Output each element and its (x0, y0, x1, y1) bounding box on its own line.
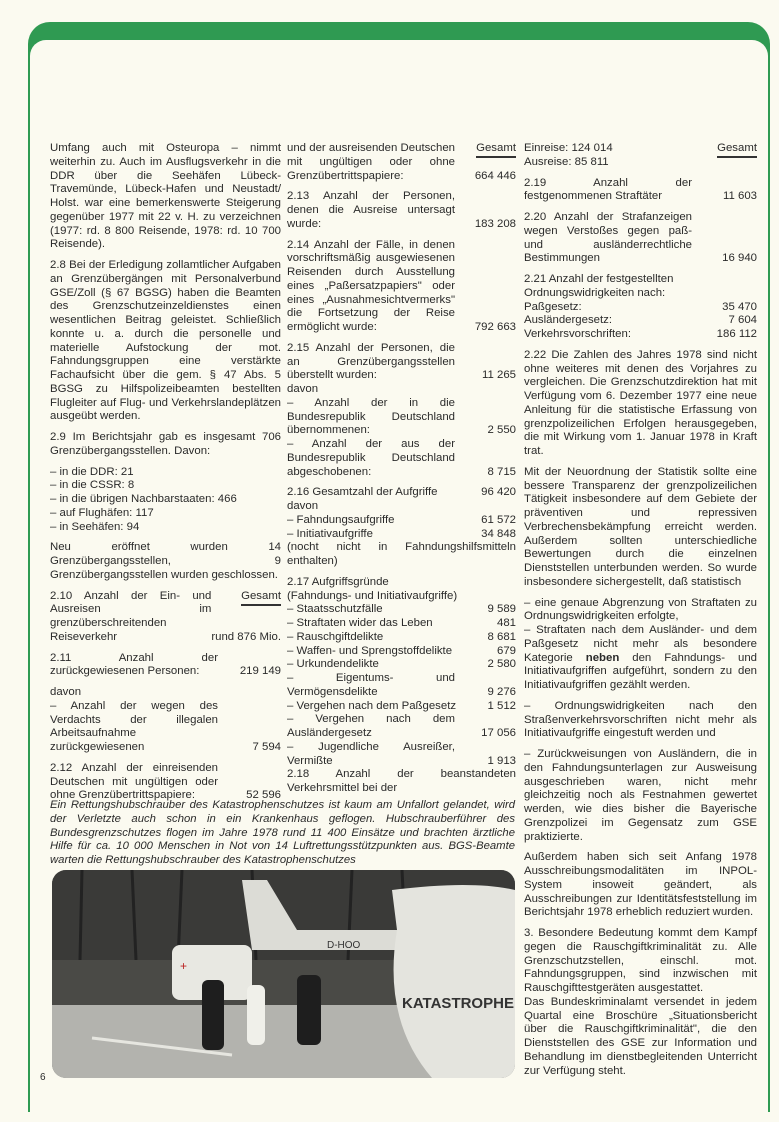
red-cross-icon: + (180, 959, 188, 973)
statistic-label: – Waffen- und Sprengstoffdelikte (287, 644, 453, 657)
helicopter-lettering: KATASTROPHE (402, 995, 514, 1012)
statistic-value: rund 876 Mio. (211, 630, 281, 643)
paragraph: Außerdem haben sich seit Anfang 1978 Ausschreibungsmodalitäten im INPOL-System insoweit geändert, als Ausschreibungen zur Identitätsfeststellung im Berichtsjahr 1978 erheblich reduziert wurden. (524, 851, 757, 919)
paragraph: 2.18 Anzahl der beanstandeten Verkehrsmittel bei der (287, 768, 516, 794)
statistic-row (287, 631, 516, 645)
statistic-label: 2.14 Anzahl der Fälle, in denen vorschriftsmäßig ausgewiesenen Reisenden durch Ausstellung eines „Paßersatzpapiers" oder eines „Ausnahmesichtvermerks" die Fortsetzung der Reise ermöglicht wurde: (287, 238, 455, 333)
paragraph: Umfang auch mit Osteuropa – nimmt weiterhin zu. Auch im Ausflugsverkehr in die DDR über die Seehäfen Lübeck-Travemünde, Lübeck-Hafen und Neustadt/ Holst. war eine bemerkenswerte Steigerung gegenüber 1977 mit 22 v. H. zu verzeichnen (1977: rd. 8 800 Reisende, 1978: rd. 10 700 Reisende). (50, 142, 281, 251)
photo-caption: Ein Rettungshubschrauber des Katastrophenschutzes ist kaum am Unfallort gelandet, wird der Verletzte auch schon in ein Krankenhaus geflogen. Hubschrauberführer des Bundesgrenzschutzes flogen im Jahre 1978 rund 11 400 Einsätze und brachten ärztliche Hilfe für ca. 10 000 Menschen in Not von 14 Luftrettungsstützpunkten aus. BGS-Beamte warten die Rettungshubschrauber des Katastrophenschutzes (50, 799, 515, 867)
statistic-value: 183 208 (474, 217, 516, 230)
statistic-value: 61 572 (481, 513, 516, 526)
statistic-label: 2.12 Anzahl der einreisenden Deutschen mit ungültigen oder ohne Grenzübertrittspapiere: (50, 761, 218, 802)
statistic-value: 34 848 (481, 527, 516, 540)
statistic-value: 7 604 (728, 314, 757, 327)
statistic-label: Verkehrsvorschriften: (524, 328, 631, 340)
page-number: 6 (40, 1072, 46, 1083)
statistic-value: 35 470 (722, 300, 757, 313)
text-line: – in die CSSR: 8 (50, 479, 135, 492)
photo-rescue-helicopter (52, 870, 515, 1078)
paragraph: 3. Besondere Bedeutung kommt dem Kampf gegen die Rauschgiftkriminalität zu. Alle Grenzschutzstellen, einschl. mot. Fahndungsgruppen, sind inzwischen mit Rauschgifttestgeräten ausgestattet. (524, 927, 757, 994)
statistic-label: – Rauschgiftdelikte (287, 630, 384, 643)
statistic-row (287, 486, 516, 500)
statistic-value: 11 265 (482, 369, 516, 382)
statistic-label: – Anzahl der in die Bundesrepublik Deutschland übernommenen: (287, 396, 455, 437)
text-line: – in die übrigen Nachbarstaaten: 466 (50, 493, 237, 505)
statistic-row (287, 645, 516, 659)
frame-left-rule (28, 52, 30, 1112)
statistic-row (524, 328, 757, 342)
paragraph: Mit der Neuordnung der Statistik sollte eine bessere Transparenz der grenzpolizeilichen Tätigkeit insbesondere auf dem Gebiete der präventiven und repressiven Verbrechensbekämpfung erreicht werden. Außerdem sollten unterschiedliche Bewertungen durch die einzelnen Dienststellen unterbunden werden. So wurde insbesondere sichergestellt, daß statistisch (524, 465, 757, 588)
statistic-value: 664 446 (474, 169, 516, 182)
paragraph: – Ordnungswidrigkeiten nach den Straßenverkehrsvorschriften nicht mehr als Initiativaufgriffe eingestuft werden und (524, 699, 757, 740)
statistic-value: 2 550 (487, 424, 516, 437)
statistic-row (287, 672, 516, 700)
text-span: den Fahndungs- und Initiativaufgriffen aufgeführt, sondern zu den Initiativaufgriffen gezählt werden. (524, 651, 757, 691)
statistic-row (50, 652, 281, 680)
text-column-3 (524, 142, 757, 1085)
statistic-label: – Vergehen nach dem Paßgesetz (287, 699, 457, 712)
paragraph: Ausreise: 85 811 (524, 155, 609, 168)
text-line: – auf Flughäfen: 117 (50, 506, 154, 519)
statistic-row (287, 438, 516, 479)
text-column-2 (287, 142, 516, 803)
paragraph: – in Seehäfen: 94 (50, 520, 140, 533)
statistic-row (287, 142, 516, 183)
statistic-row (524, 211, 757, 266)
frame-right-rule (768, 52, 770, 1112)
statistic-row (287, 514, 516, 528)
emphasis-text: neben (585, 651, 620, 664)
statistic-row (287, 713, 516, 741)
statistic-row (287, 397, 516, 438)
statistic-row (287, 617, 516, 631)
paragraph: 2.8 Bei der Erledigung zollamtlicher Aufgaben an Grenzübergängen mit Personalverbund GSE/Zoll (§ 67 BGSG) haben die Beamten des Grenzschutzeinzeldienstes einen wesentlichen Beitrag geleistet. Schließlich konnte u. a. durch die personelle und materielle Aufstockung der mot. Fahndungsgruppen eine verstärkte Fachaufsicht über die gem. § 47 Abs. 5 BGSG zu Hilfspolizeibeamten bestellten Flugleiter auf Flug- und Verkehrslandeplätzen ausgeübt werden. (50, 259, 281, 423)
text-line: davon (50, 686, 82, 698)
statistic-row (287, 342, 516, 383)
statistic-label: – Vergehen nach dem Ausländergesetz (287, 713, 455, 739)
statistic-value: 17 056 (481, 727, 516, 739)
statistic-row (287, 190, 516, 231)
statistic-label: – Straftaten wider das Leben (287, 617, 433, 629)
statistic-label: – Anzahl der wegen des Verdachts der illegalen Arbeitsaufnahme zurückgewiesenen (50, 699, 218, 753)
statistic-row (50, 700, 281, 755)
statistic-value: 8 715 (487, 465, 516, 478)
statistic-label: 2.13 Anzahl der Personen, denen die Ausreise untersagt wurde: (287, 190, 455, 230)
statistic-label: – Anzahl der aus der Bundesrepublik Deutschland abgeschobenen: (287, 438, 455, 478)
statistic-value: 481 (496, 617, 516, 629)
paragraph: – Zurückweisungen von Ausländern, die in den Fahndungsunterlagen zur Ausweisung ausgeschrieben waren, nicht mehr gleichzeitig noch als Festnahmen gewertet werden, wie dies bisher die Bayerische Grenzpolizei im Gegensatz zum GSE praktizierte. (524, 748, 757, 843)
statistic-label: 2.11 Anzahl der zurückgewiesenen Personen: (50, 651, 218, 678)
statistic-label: Einreise: 124 014 (524, 142, 613, 154)
statistic-label: – Fahndungsaufgriffe (287, 513, 395, 526)
statistic-row (287, 603, 516, 617)
statistic-row (287, 528, 516, 542)
text-line: Ordnungswidrigkeiten nach: (524, 286, 666, 299)
statistic-value: 1 512 (487, 699, 516, 712)
paragraph: Das Bundeskriminalamt versendet in jedem Quartal eine Broschüre „Situationsbericht über die Rauschgiftkriminalität", die den Dienststellen des GSE zur Information und Behandlung im dienstbegleitenden Unterricht zur Verfügung steht. (524, 995, 757, 1077)
statistic-label: 2.15 Anzahl der Personen, die an Grenzübergangsstellen überstellt wurden: (287, 341, 455, 382)
statistic-value: 219 149 (239, 665, 281, 678)
statistic-value: 2 580 (487, 658, 516, 671)
text-line: davon (287, 383, 319, 395)
statistic-row (50, 762, 281, 803)
statistic-value: 1 913 (487, 754, 516, 767)
statistic-row (287, 700, 516, 714)
paragraph (524, 624, 757, 693)
statistic-value: 9 589 (487, 603, 516, 616)
statistic-label: 2.19 Anzahl der festgenommenen Straftäter (524, 176, 692, 203)
helicopter-registration: D-HOO (327, 940, 361, 951)
header-band-inner (30, 40, 768, 100)
statistic-label: 2.16 Gesamtzahl der Aufgriffe (287, 486, 438, 499)
paragraph: 2.22 Die Zahlen des Jahres 1978 sind nicht ohne weiteres mit denen des Vorjahres zu vergleichen. Die Grenzschutzdirektion hat mit Verfügung vom 6. Dezember 1977 eine neue Anleitung für die statistische Erfassung von grenzpolizeilichen Erfolgen herausgegeben, die mit Wirkung vom 1. Januar 1978 in Kraft trat. (524, 348, 757, 457)
paragraph: (nocht nicht in Fahndungshilfsmitteln enthalten) (287, 541, 516, 567)
statistic-label: – Jugendliche Ausreißer, Vermißte (287, 740, 455, 767)
statistic-label: – Staatsschutzfälle (287, 603, 383, 616)
statistic-value: 52 596 (246, 789, 281, 802)
statistic-value: 8 681 (487, 630, 516, 643)
statistic-value: 186 112 (716, 328, 757, 340)
statistic-value: 7 594 (252, 741, 281, 753)
text-line: davon (287, 500, 319, 512)
statistic-value: 679 (496, 644, 516, 657)
text-line: 2.17 Aufgriffsgründe (287, 575, 389, 588)
column-header-gesamt: Gesamt (476, 142, 516, 158)
statistic-label: – Eigentums- und Vermögensdelikte (287, 672, 455, 698)
statistic-row (524, 301, 757, 315)
statistic-row (50, 590, 281, 645)
column-header-gesamt: Gesamt (717, 142, 757, 158)
statistic-label: Paßgesetz: (524, 300, 582, 313)
statistic-value: 16 940 (722, 252, 757, 265)
text-line: (Fahndungs- und Initiativaufgriffe) (287, 589, 458, 602)
paragraph: Neu eröffnet wurden 14 Grenzübergangsstellen, 9 Grenzübergangsstellen wurden geschlossen. (50, 541, 281, 581)
statistic-label: – Urkundendelikte (287, 658, 379, 671)
statistic-label: 2.10 Anzahl der Ein- und Ausreisen im grenzüberschreitenden Reiseverkehr (50, 589, 212, 643)
statistic-row (524, 314, 757, 328)
statistic-value: 11 603 (723, 190, 757, 203)
statistic-row (287, 239, 516, 335)
statistic-row (287, 741, 516, 769)
text-line: – in die DDR: 21 (50, 465, 134, 478)
paragraph: – eine genaue Abgrenzung von Straftaten zu Ordnungswidrigkeiten erfolgte, (524, 596, 757, 623)
column-header-gesamt: Gesamt (241, 590, 281, 606)
statistic-value: 792 663 (474, 321, 516, 333)
statistic-value: 9 276 (487, 685, 516, 698)
statistic-value: 96 420 (481, 486, 516, 499)
statistic-label: Ausländergesetz: (524, 314, 613, 327)
text-span: – Straftaten nach dem Ausländer- und dem Paßgesetz nicht mehr als besondere Kategorie (524, 624, 757, 664)
statistic-row (524, 142, 757, 156)
statistic-row (287, 658, 516, 672)
text-column-1 (50, 142, 281, 810)
text-line: 2.21 Anzahl der festgestellten (524, 273, 674, 285)
statistic-row (524, 177, 757, 205)
paragraph: 2.9 Im Berichtsjahr gab es insgesamt 706 Grenzübergangsstellen. Davon: (50, 431, 281, 457)
statistic-label: und der ausreisenden Deutschen mit ungültigen oder ohne Grenzübertrittspapiere: (287, 142, 455, 182)
statistic-label: – Initiativaufgriffe (287, 527, 373, 540)
statistic-label: 2.20 Anzahl der Strafanzeigen wegen Verstoßes gegen paß- und ausländerrechtliche Bestimmungen (524, 211, 692, 265)
